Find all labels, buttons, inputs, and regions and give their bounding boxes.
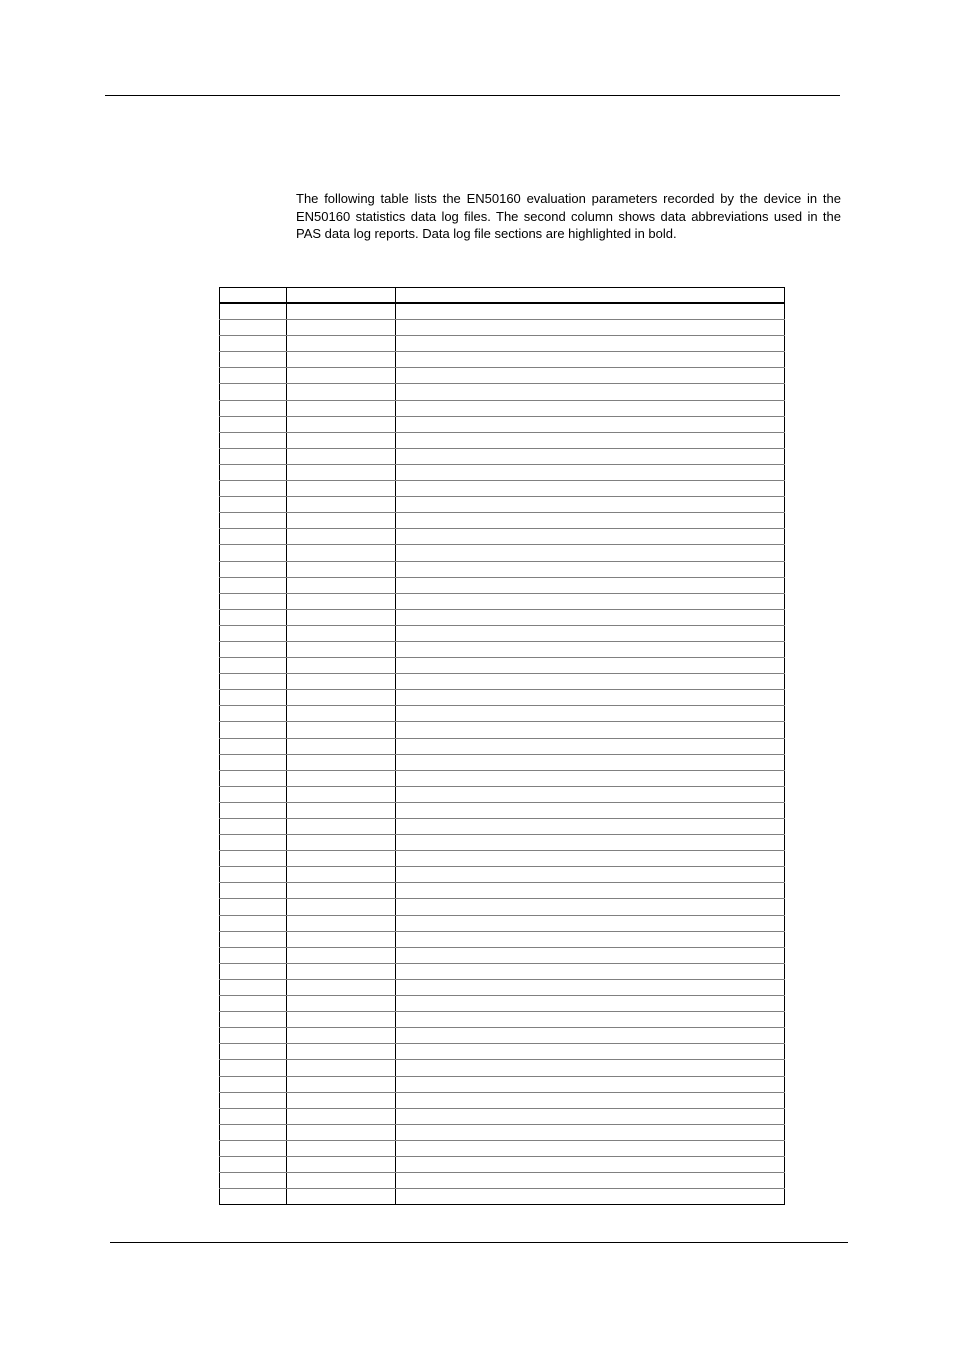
table-cell xyxy=(220,1124,287,1140)
table-cell xyxy=(287,802,396,818)
table-cell xyxy=(396,786,785,802)
table-cell xyxy=(396,1092,785,1108)
table-cell xyxy=(396,738,785,754)
table-row xyxy=(220,1124,785,1140)
table-cell xyxy=(287,303,396,320)
table-cell xyxy=(220,336,287,352)
table-cell xyxy=(396,1140,785,1156)
table-cell xyxy=(220,529,287,545)
table-cell xyxy=(220,432,287,448)
table-cell xyxy=(220,448,287,464)
table-cell xyxy=(396,835,785,851)
table-cell xyxy=(287,1012,396,1028)
table-row xyxy=(220,368,785,384)
table-cell xyxy=(396,352,785,368)
table-row xyxy=(220,690,785,706)
table-cell xyxy=(287,464,396,480)
table-cell xyxy=(220,802,287,818)
table-row xyxy=(220,303,785,320)
table-cell xyxy=(396,915,785,931)
table-cell xyxy=(287,996,396,1012)
table-row xyxy=(220,1076,785,1092)
table-row xyxy=(220,577,785,593)
table-cell xyxy=(287,963,396,979)
table-cell xyxy=(220,1156,287,1172)
table-row xyxy=(220,899,785,915)
table-cell xyxy=(396,658,785,674)
table-cell xyxy=(220,996,287,1012)
intro-paragraph: The following table lists the EN50160 evaluation parameters recorded by the device in the EN50160 statistics data log files. The second column shows data abbreviations used in the PAS data log reports. Data log file sections are highlighted in bold. xyxy=(296,191,841,241)
table-cell xyxy=(287,545,396,561)
table-cell xyxy=(287,577,396,593)
table-cell xyxy=(287,1156,396,1172)
table-cell xyxy=(220,561,287,577)
table-cell xyxy=(220,320,287,336)
table-cell xyxy=(396,947,785,963)
table-cell xyxy=(396,384,785,400)
table-cell xyxy=(287,448,396,464)
table-cell xyxy=(396,1173,785,1189)
table-cell xyxy=(287,513,396,529)
table-cell xyxy=(220,577,287,593)
table-row xyxy=(220,561,785,577)
table-cell xyxy=(287,1092,396,1108)
table-row xyxy=(220,1108,785,1124)
table-cell xyxy=(396,996,785,1012)
table-cell xyxy=(287,754,396,770)
table-cell xyxy=(396,883,785,899)
table-cell xyxy=(287,320,396,336)
table-cell xyxy=(220,384,287,400)
table-cell xyxy=(287,931,396,947)
table-row xyxy=(220,320,785,336)
table-cell xyxy=(220,1108,287,1124)
table-cell xyxy=(287,738,396,754)
table-cell xyxy=(396,754,785,770)
table-cell xyxy=(396,674,785,690)
table-cell xyxy=(287,819,396,835)
table-cell xyxy=(220,674,287,690)
table-cell xyxy=(220,400,287,416)
table-cell xyxy=(287,1108,396,1124)
table-cell xyxy=(287,416,396,432)
table-cell xyxy=(220,1076,287,1092)
table-cell xyxy=(287,835,396,851)
table-cell xyxy=(287,497,396,513)
table-cell xyxy=(220,545,287,561)
table-cell xyxy=(287,561,396,577)
table-row xyxy=(220,336,785,352)
table-row xyxy=(220,1173,785,1189)
table-cell xyxy=(287,336,396,352)
table-cell xyxy=(220,867,287,883)
table-row xyxy=(220,819,785,835)
table-cell xyxy=(220,786,287,802)
table-cell xyxy=(396,819,785,835)
table-cell xyxy=(396,851,785,867)
table-cell xyxy=(220,851,287,867)
table-cell xyxy=(287,867,396,883)
table-cell xyxy=(396,577,785,593)
table-cell xyxy=(287,400,396,416)
table-cell xyxy=(396,320,785,336)
table-row xyxy=(220,996,785,1012)
table-cell xyxy=(220,738,287,754)
table-cell xyxy=(396,545,785,561)
table-cell xyxy=(220,835,287,851)
table-cell xyxy=(396,979,785,995)
table-cell xyxy=(220,1189,287,1205)
table-cell xyxy=(396,609,785,625)
table-cell xyxy=(220,497,287,513)
table-row xyxy=(220,545,785,561)
table-cell xyxy=(287,593,396,609)
table-cell xyxy=(396,513,785,529)
table-cell xyxy=(220,706,287,722)
table-cell xyxy=(220,931,287,947)
table-cell xyxy=(287,899,396,915)
table-cell xyxy=(396,1028,785,1044)
table-row xyxy=(220,915,785,931)
table-row xyxy=(220,1092,785,1108)
table-cell xyxy=(287,786,396,802)
table-cell xyxy=(396,561,785,577)
table-row xyxy=(220,867,785,883)
table-cell xyxy=(287,947,396,963)
table-row xyxy=(220,979,785,995)
table-cell xyxy=(287,658,396,674)
column-header xyxy=(287,288,396,304)
table-cell xyxy=(287,851,396,867)
table-row xyxy=(220,658,785,674)
table-cell xyxy=(287,529,396,545)
table-cell xyxy=(287,674,396,690)
table-cell xyxy=(287,1028,396,1044)
table-cell xyxy=(220,754,287,770)
table-cell xyxy=(220,883,287,899)
table-cell xyxy=(220,464,287,480)
table-row xyxy=(220,513,785,529)
table-cell xyxy=(396,432,785,448)
table-cell xyxy=(396,625,785,641)
table-cell xyxy=(220,1173,287,1189)
table-cell xyxy=(220,1092,287,1108)
table-cell xyxy=(396,368,785,384)
table-cell xyxy=(220,416,287,432)
table-cell xyxy=(220,947,287,963)
table-cell xyxy=(287,883,396,899)
table-cell xyxy=(220,722,287,738)
table-cell xyxy=(396,303,785,320)
table-row xyxy=(220,1028,785,1044)
table-row xyxy=(220,448,785,464)
table-row xyxy=(220,1156,785,1172)
table-cell xyxy=(287,432,396,448)
table-cell xyxy=(287,915,396,931)
table-cell xyxy=(220,303,287,320)
table-header-row xyxy=(220,288,785,304)
table-cell xyxy=(220,1012,287,1028)
table-cell xyxy=(396,416,785,432)
table-cell xyxy=(396,641,785,657)
table-cell xyxy=(287,722,396,738)
table-row xyxy=(220,963,785,979)
table-cell xyxy=(220,770,287,786)
table-cell xyxy=(396,481,785,497)
table-cell xyxy=(396,1044,785,1060)
table-row xyxy=(220,432,785,448)
table-row xyxy=(220,947,785,963)
table-cell xyxy=(287,368,396,384)
table-cell xyxy=(396,1189,785,1205)
column-header xyxy=(396,288,785,304)
table-cell xyxy=(287,1076,396,1092)
table-cell xyxy=(220,593,287,609)
table-row xyxy=(220,1044,785,1060)
table-cell xyxy=(220,915,287,931)
table-cell xyxy=(220,513,287,529)
table-row xyxy=(220,384,785,400)
table-cell xyxy=(396,497,785,513)
table-row xyxy=(220,529,785,545)
table-row xyxy=(220,1012,785,1028)
table-row xyxy=(220,883,785,899)
table-row xyxy=(220,851,785,867)
table-cell xyxy=(220,625,287,641)
table-cell xyxy=(220,963,287,979)
table-cell xyxy=(396,593,785,609)
table-row xyxy=(220,770,785,786)
table-row xyxy=(220,1060,785,1076)
table-row xyxy=(220,464,785,480)
table-cell xyxy=(396,1108,785,1124)
table-row xyxy=(220,625,785,641)
table-cell xyxy=(287,979,396,995)
table-cell xyxy=(287,625,396,641)
table-cell xyxy=(396,802,785,818)
table-cell xyxy=(287,1173,396,1189)
table-cell xyxy=(287,1060,396,1076)
table-cell xyxy=(287,1189,396,1205)
table-row xyxy=(220,641,785,657)
table-cell xyxy=(287,770,396,786)
header-rule xyxy=(105,95,840,96)
table-row xyxy=(220,481,785,497)
table-cell xyxy=(287,690,396,706)
table-cell xyxy=(396,1124,785,1140)
table-body xyxy=(220,303,785,1205)
table-cell xyxy=(396,464,785,480)
table-row xyxy=(220,674,785,690)
table-cell xyxy=(396,400,785,416)
column-header xyxy=(220,288,287,304)
table-cell xyxy=(220,352,287,368)
parameters-table xyxy=(219,287,785,1205)
table-cell xyxy=(287,1044,396,1060)
table-cell xyxy=(396,706,785,722)
table-row xyxy=(220,738,785,754)
table-cell xyxy=(287,641,396,657)
table-cell xyxy=(220,1044,287,1060)
table-cell xyxy=(396,1076,785,1092)
table-cell xyxy=(220,1060,287,1076)
table-cell xyxy=(287,352,396,368)
table-row xyxy=(220,400,785,416)
table-cell xyxy=(287,481,396,497)
table-row xyxy=(220,609,785,625)
table-cell xyxy=(220,641,287,657)
table-cell xyxy=(220,690,287,706)
table-cell xyxy=(220,1140,287,1156)
table-cell xyxy=(396,722,785,738)
table-cell xyxy=(396,899,785,915)
table-cell xyxy=(287,706,396,722)
table-cell xyxy=(287,1140,396,1156)
table-cell xyxy=(396,963,785,979)
table-row xyxy=(220,754,785,770)
table-cell xyxy=(396,529,785,545)
table-row xyxy=(220,786,785,802)
table-row xyxy=(220,593,785,609)
table-cell xyxy=(220,609,287,625)
table-cell xyxy=(220,658,287,674)
table-cell xyxy=(396,1156,785,1172)
table-cell xyxy=(396,867,785,883)
table-row xyxy=(220,802,785,818)
table-cell xyxy=(396,336,785,352)
table-cell xyxy=(287,1124,396,1140)
table-cell xyxy=(287,384,396,400)
table-cell xyxy=(220,819,287,835)
table-row xyxy=(220,416,785,432)
table-row xyxy=(220,497,785,513)
table-cell xyxy=(220,899,287,915)
table-cell xyxy=(220,368,287,384)
table-cell xyxy=(396,1012,785,1028)
table-cell xyxy=(396,690,785,706)
table-row xyxy=(220,706,785,722)
table-cell xyxy=(220,1028,287,1044)
table-cell xyxy=(396,770,785,786)
table-row xyxy=(220,1140,785,1156)
table-cell xyxy=(220,979,287,995)
table-row xyxy=(220,931,785,947)
table-row xyxy=(220,1189,785,1205)
table-row xyxy=(220,722,785,738)
table-cell xyxy=(396,931,785,947)
table-cell xyxy=(287,609,396,625)
table-row xyxy=(220,352,785,368)
table-cell xyxy=(220,481,287,497)
footer-rule xyxy=(110,1242,848,1243)
table-cell xyxy=(396,1060,785,1076)
table-cell xyxy=(396,448,785,464)
table-row xyxy=(220,835,785,851)
